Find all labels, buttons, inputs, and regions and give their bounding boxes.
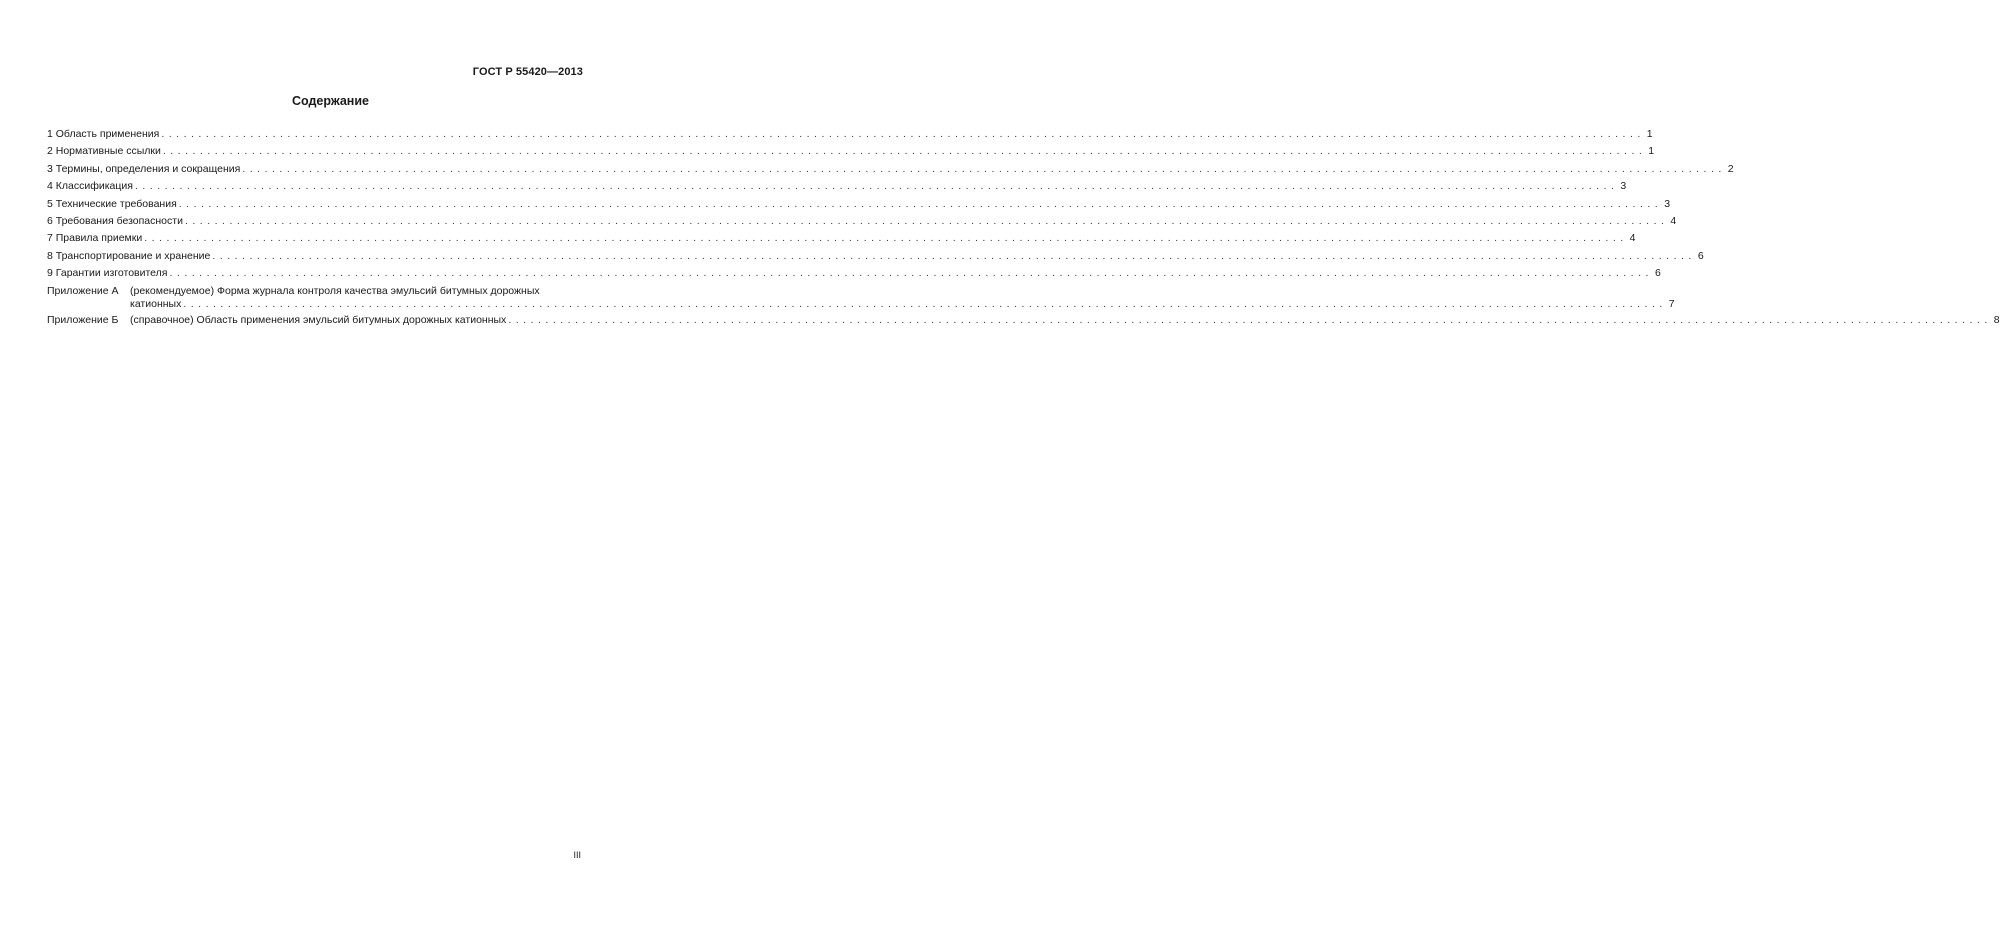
toc-entry[interactable] [47, 178, 1627, 195]
toc-appendix-b[interactable] [47, 313, 2000, 328]
toc-entry[interactable] [47, 143, 1655, 160]
toc-entry-label: 9 Гарантии изготовителя [47, 267, 168, 280]
dot-leader: ........................................................................................................................................................................................................ [134, 180, 1619, 193]
dot-leader: ........................................................................................................................................................................................................ [508, 313, 1992, 326]
dot-leader: ........................................................................................................................................................................................................ [162, 145, 1647, 158]
appendix-title-line2-row [130, 298, 1675, 312]
toc-entry-page: 1 [1648, 145, 1655, 158]
document-code: ГОСТ Р 55420—2013 [472, 66, 583, 78]
toc-entry-label: 6 Требования безопасности [47, 215, 183, 228]
toc-entry-label: 8 Транспортирование и хранение [47, 249, 211, 262]
appendix-prefix: Приложение А [47, 284, 119, 297]
toc-entry-page: 3 [1620, 180, 1627, 193]
toc-entry-label: 5 Технические требования [47, 197, 177, 210]
dot-leader: ........................................................................................................................................................................................................ [183, 298, 1667, 311]
toc-entry[interactable] [47, 265, 1661, 282]
appendix-page: 7 [1668, 298, 1675, 311]
appendix-body [130, 285, 1675, 312]
toc-entry-label: 7 Правила приемки [47, 232, 143, 245]
toc-appendix-a[interactable] [47, 284, 1675, 312]
appendix-title-line1: (рекомендуемое) Форма журнала контроля качества эмульсий битумных дорожных [130, 284, 540, 297]
dot-leader: ........................................................................................................................................................................................................ [242, 162, 1726, 175]
toc-entry-label: 3 Термины, определения и сокращения [47, 162, 241, 175]
toc-entry-page: 6 [1697, 249, 1704, 262]
appendix-body [130, 314, 2000, 328]
toc-entry-label: 4 Классификация [47, 180, 133, 193]
toc-entry[interactable] [47, 213, 1677, 230]
table-of-contents [47, 126, 2000, 329]
toc-entry-page: 1 [1646, 128, 1653, 140]
toc-entry-page: 4 [1629, 232, 1636, 245]
dot-leader: ........................................................................................................................................................................................................ [212, 249, 1696, 262]
toc-entry-page: 3 [1664, 197, 1671, 210]
dot-leader: ........................................................................................................................................................................................................ [178, 197, 1663, 210]
contents-title: Содержание [291, 94, 369, 108]
toc-entry[interactable] [47, 161, 1734, 178]
toc-entry[interactable] [47, 196, 1671, 213]
toc-entry-label: 2 Нормативные ссылки [47, 145, 161, 158]
dot-leader: ........................................................................................................................................................................................................ [161, 128, 1645, 140]
toc-entry-label: 1 Область применения [47, 128, 160, 140]
toc-entry-page: 4 [1670, 215, 1677, 228]
dot-leader: ........................................................................................................................................................................................................ [169, 267, 1653, 280]
appendix-prefix: Приложение Б [47, 313, 119, 326]
appendix-page: 8 [1993, 313, 2000, 326]
toc-entry-page: 2 [1727, 162, 1734, 175]
toc-entry[interactable] [47, 230, 1636, 247]
appendix-title-line2: катионных [130, 298, 182, 311]
page-number: III [573, 850, 581, 860]
appendix-title-row [130, 314, 2000, 328]
dot-leader: ........................................................................................................................................................................................................ [184, 215, 1669, 228]
toc-entry-page: 6 [1654, 267, 1661, 280]
toc-entry[interactable] [47, 126, 1653, 143]
dot-leader: ........................................................................................................................................................................................................ [144, 232, 1628, 245]
toc-entry[interactable] [47, 248, 1704, 265]
appendix-title-line1: (справочное) Область применения эмульсий битумных дорожных катионных [130, 313, 507, 326]
